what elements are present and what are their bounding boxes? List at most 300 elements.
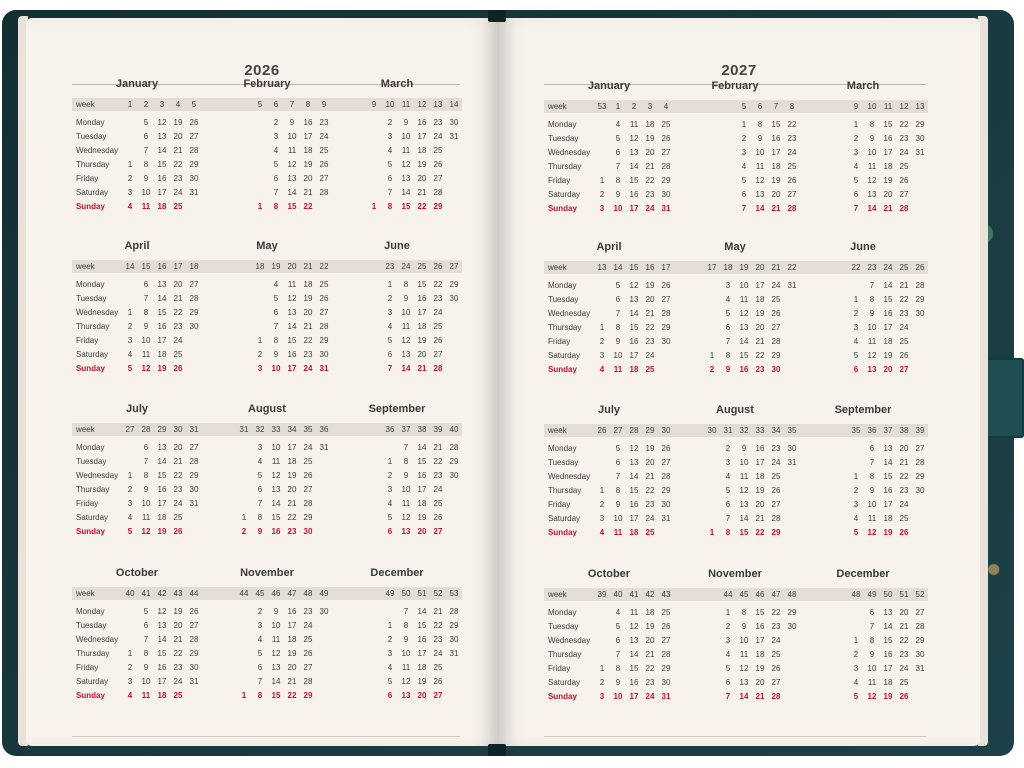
week-number: 26	[915, 263, 925, 272]
sunday-date: 5	[127, 364, 133, 373]
date-cell: 27	[661, 148, 671, 157]
date-cell: 15	[755, 608, 765, 617]
week-number: 6	[757, 102, 763, 111]
date-cell: 6	[387, 174, 393, 183]
date-cell: 26	[189, 118, 199, 127]
date-cell: 19	[645, 134, 655, 143]
sunday-date: 14	[739, 692, 749, 701]
date-cell: 17	[629, 514, 639, 523]
sunday-date: 9	[725, 365, 731, 374]
sunday-date: 4	[127, 691, 133, 700]
date-cell: 24	[899, 323, 909, 332]
date-cell: 15	[157, 308, 167, 317]
sunday-date: 18	[629, 365, 639, 374]
date-cell: 20	[755, 500, 765, 509]
date-cell: 14	[157, 635, 167, 644]
day-name-label: Wednesday	[76, 308, 119, 317]
date-cell: 20	[173, 280, 183, 289]
date-cell: 28	[771, 514, 781, 523]
date-cell: 21	[899, 622, 909, 631]
date-cell: 21	[433, 607, 443, 616]
month-name: July	[125, 403, 148, 415]
sunday-date: 2	[709, 365, 715, 374]
date-cell: 12	[157, 607, 167, 616]
date-cell: 26	[319, 160, 329, 169]
date-cell: 13	[157, 132, 167, 141]
date-cell: 27	[899, 190, 909, 199]
sunday-date: 17	[629, 204, 639, 213]
date-cell: 13	[157, 280, 167, 289]
week-number: 22	[319, 262, 329, 271]
date-cell: 30	[449, 118, 459, 127]
sunday-date: 13	[401, 527, 411, 536]
sunday-date: 4	[599, 528, 605, 537]
date-cell: 20	[899, 608, 909, 617]
day-name-label: Thursday	[548, 323, 582, 332]
date-cell: 11	[401, 146, 411, 155]
week-number: 4	[663, 102, 669, 111]
sunday-date: 14	[401, 364, 411, 373]
sunday-date: 16	[271, 527, 281, 536]
date-cell: 12	[739, 309, 749, 318]
date-cell: 24	[303, 621, 313, 630]
day-name-label: Friday	[76, 499, 99, 508]
week-number: 35	[787, 426, 797, 435]
date-cell: 1	[241, 513, 247, 522]
date-cell: 28	[303, 499, 313, 508]
week-number: 53	[449, 589, 459, 598]
date-cell: 14	[271, 677, 281, 686]
week-number: 26	[433, 262, 443, 271]
date-cell: 22	[303, 336, 313, 345]
week-number: 49	[867, 590, 877, 599]
date-cell: 8	[143, 471, 149, 480]
sunday-date: 23	[755, 365, 765, 374]
week-number: 52	[915, 590, 925, 599]
date-cell: 2	[725, 444, 731, 453]
date-cell: 27	[787, 190, 797, 199]
date-cell: 7	[725, 337, 731, 346]
date-cell: 10	[613, 514, 623, 523]
date-cell: 29	[189, 649, 199, 658]
day-name-label: Sunday	[76, 527, 105, 536]
sunday-date: 19	[883, 528, 893, 537]
date-cell: 27	[771, 500, 781, 509]
date-cell: 24	[433, 649, 443, 658]
date-cell: 18	[417, 499, 427, 508]
month-name: January	[115, 78, 159, 90]
sunday-date: 11	[613, 528, 623, 537]
date-cell: 30	[189, 485, 199, 494]
date-cell: 13	[629, 458, 639, 467]
date-cell: 3	[127, 188, 133, 197]
month-block	[670, 568, 800, 708]
day-name-label: Monday	[548, 608, 577, 617]
sunday-date: 15	[287, 202, 297, 211]
date-cell: 30	[661, 678, 671, 687]
date-cell: 3	[853, 323, 859, 332]
month-name: May	[724, 241, 746, 253]
week-number: 8	[305, 100, 311, 109]
date-cell: 28	[449, 443, 459, 452]
week-number: 49	[385, 589, 395, 598]
date-cell: 28	[661, 162, 671, 171]
date-cell: 17	[417, 649, 427, 658]
date-cell: 18	[157, 513, 167, 522]
date-cell: 5	[387, 336, 393, 345]
month-name: September	[834, 404, 892, 416]
date-cell: 17	[417, 308, 427, 317]
week-number: 33	[755, 426, 765, 435]
date-cell: 21	[645, 650, 655, 659]
date-cell: 28	[915, 458, 925, 467]
week-label: week	[548, 426, 567, 435]
date-cell: 2	[853, 650, 859, 659]
date-cell: 1	[599, 664, 605, 673]
date-cell: 3	[725, 636, 731, 645]
day-name-label: Friday	[548, 500, 571, 509]
date-cell: 23	[433, 635, 443, 644]
week-number-row	[202, 260, 332, 273]
date-cell: 4	[853, 514, 859, 523]
sunday-date: 28	[899, 204, 909, 213]
day-name-label: Wednesday	[548, 309, 591, 318]
date-cell: 22	[645, 176, 655, 185]
week-number: 21	[303, 262, 313, 271]
date-cell: 2	[387, 635, 393, 644]
week-number: 3	[159, 100, 165, 109]
date-cell: 5	[273, 294, 279, 303]
week-number: 43	[173, 589, 183, 598]
date-cell: 11	[287, 146, 297, 155]
date-cell: 18	[417, 663, 427, 672]
date-cell: 31	[189, 677, 199, 686]
date-cell: 25	[899, 337, 909, 346]
date-cell: 12	[629, 281, 639, 290]
date-cell: 28	[449, 607, 459, 616]
date-cell: 19	[173, 118, 183, 127]
month-block	[798, 80, 928, 220]
date-cell: 4	[725, 295, 731, 304]
date-cell: 26	[771, 309, 781, 318]
date-cell: 1	[127, 649, 133, 658]
date-cell: 25	[661, 120, 671, 129]
week-number: 32	[739, 426, 749, 435]
sunday-date: 17	[629, 692, 639, 701]
week-number: 18	[255, 262, 265, 271]
date-cell: 9	[143, 322, 149, 331]
date-cell: 3	[387, 132, 393, 141]
month-name: April	[124, 240, 150, 252]
date-cell: 21	[287, 499, 297, 508]
date-cell: 17	[303, 132, 313, 141]
date-cell: 7	[615, 650, 621, 659]
date-cell: 24	[771, 281, 781, 290]
sunday-date: 5	[853, 528, 859, 537]
date-cell: 13	[271, 663, 281, 672]
date-cell: 17	[755, 636, 765, 645]
date-cell: 5	[853, 176, 859, 185]
sunday-date: 24	[645, 204, 655, 213]
week-number: 44	[723, 590, 733, 599]
date-cell: 18	[287, 635, 297, 644]
date-cell: 9	[615, 500, 621, 509]
date-cell: 17	[157, 188, 167, 197]
date-cell: 4	[725, 650, 731, 659]
week-number-row	[670, 588, 800, 601]
date-cell: 12	[629, 134, 639, 143]
day-name-label: Tuesday	[76, 132, 107, 141]
week-number: 2	[631, 102, 637, 111]
month-name: December	[370, 567, 424, 579]
week-number: 36	[385, 425, 395, 434]
day-name-label: Wednesday	[76, 635, 119, 644]
date-cell: 3	[725, 281, 731, 290]
date-cell: 14	[401, 188, 411, 197]
date-cell: 23	[173, 663, 183, 672]
date-cell: 25	[433, 663, 443, 672]
sunday-date: 28	[787, 204, 797, 213]
date-cell: 10	[401, 132, 411, 141]
date-cell: 19	[755, 309, 765, 318]
date-cell: 1	[725, 608, 731, 617]
date-cell: 21	[173, 294, 183, 303]
date-cell: 31	[787, 281, 797, 290]
week-number: 1	[127, 100, 133, 109]
date-cell: 7	[387, 188, 393, 197]
day-name-label: Thursday	[548, 650, 582, 659]
month-block	[670, 80, 800, 220]
week-number: 12	[417, 100, 427, 109]
week-number: 19	[271, 262, 281, 271]
week-label: week	[76, 262, 95, 271]
week-number: 40	[613, 590, 623, 599]
date-cell: 13	[271, 485, 281, 494]
date-cell: 4	[273, 146, 279, 155]
date-cell: 30	[449, 471, 459, 480]
month-name: June	[850, 241, 876, 253]
week-number-row	[798, 424, 928, 437]
date-cell: 1	[599, 486, 605, 495]
date-cell: 2	[127, 174, 133, 183]
date-cell: 11	[629, 120, 639, 129]
month-name: March	[380, 78, 414, 90]
date-cell: 23	[319, 118, 329, 127]
date-cell: 9	[143, 485, 149, 494]
date-cell: 18	[755, 295, 765, 304]
sunday-date: 1	[371, 202, 377, 211]
date-cell: 12	[739, 486, 749, 495]
date-cell: 24	[433, 132, 443, 141]
month-block	[72, 240, 202, 380]
sunday-date: 21	[883, 204, 893, 213]
week-number: 31	[239, 425, 249, 434]
date-cell: 26	[433, 513, 443, 522]
date-cell: 10	[271, 621, 281, 630]
month-block	[544, 80, 674, 220]
week-number: 37	[401, 425, 411, 434]
date-cell: 22	[787, 120, 797, 129]
date-cell: 2	[257, 607, 263, 616]
date-cell: 19	[883, 176, 893, 185]
date-cell: 22	[433, 621, 443, 630]
date-cell: 23	[787, 134, 797, 143]
date-cell: 25	[771, 650, 781, 659]
sunday-date: 20	[883, 365, 893, 374]
date-cell: 27	[303, 485, 313, 494]
date-cell: 25	[319, 280, 329, 289]
date-cell: 17	[883, 323, 893, 332]
day-name-label: Monday	[76, 443, 105, 452]
date-cell: 23	[433, 294, 443, 303]
week-number: 10	[385, 100, 395, 109]
week-number: 27	[449, 262, 459, 271]
date-cell: 16	[157, 663, 167, 672]
date-cell: 9	[741, 444, 747, 453]
date-cell: 9	[403, 471, 409, 480]
date-cell: 11	[739, 650, 749, 659]
week-number-row	[72, 423, 202, 436]
week-number: 51	[899, 590, 909, 599]
date-cell: 22	[899, 295, 909, 304]
date-cell: 5	[387, 160, 393, 169]
month-block	[332, 78, 462, 218]
date-cell: 16	[755, 444, 765, 453]
week-number: 48	[787, 590, 797, 599]
date-cell: 15	[739, 351, 749, 360]
month-block	[332, 240, 462, 380]
date-cell: 8	[869, 120, 875, 129]
week-number-row	[72, 260, 202, 273]
week-label: week	[76, 100, 95, 109]
date-cell: 16	[157, 174, 167, 183]
week-number: 11	[883, 102, 893, 111]
sunday-date: 25	[173, 691, 183, 700]
day-name-label: Thursday	[76, 160, 110, 169]
date-cell: 17	[157, 499, 167, 508]
date-cell: 18	[645, 608, 655, 617]
week-number: 24	[401, 262, 411, 271]
date-cell: 7	[725, 514, 731, 523]
date-cell: 4	[615, 608, 621, 617]
date-cell: 13	[157, 621, 167, 630]
sunday-date: 26	[173, 364, 183, 373]
date-cell: 12	[271, 471, 281, 480]
date-cell: 16	[157, 485, 167, 494]
date-cell: 19	[417, 513, 427, 522]
date-cell: 26	[771, 486, 781, 495]
week-label: week	[76, 589, 95, 598]
date-cell: 10	[141, 677, 151, 686]
date-cell: 19	[417, 160, 427, 169]
date-cell: 9	[869, 134, 875, 143]
date-cell: 27	[661, 636, 671, 645]
date-cell: 5	[615, 444, 621, 453]
week-number: 9	[321, 100, 327, 109]
date-cell: 31	[787, 458, 797, 467]
week-number: 5	[257, 100, 263, 109]
date-cell: 18	[157, 350, 167, 359]
date-cell: 29	[915, 636, 925, 645]
sunday-date: 12	[141, 527, 151, 536]
date-cell: 10	[755, 148, 765, 157]
sunday-date: 28	[771, 692, 781, 701]
date-cell: 7	[143, 457, 149, 466]
date-cell: 30	[915, 309, 925, 318]
date-cell: 4	[853, 162, 859, 171]
date-cell: 28	[303, 677, 313, 686]
month-block	[72, 403, 202, 543]
date-cell: 6	[143, 621, 149, 630]
date-cell: 14	[287, 188, 297, 197]
date-cell: 22	[433, 280, 443, 289]
date-cell: 22	[173, 471, 183, 480]
date-cell: 12	[739, 664, 749, 673]
date-cell: 29	[449, 280, 459, 289]
day-name-label: Thursday	[76, 649, 110, 658]
date-cell: 18	[417, 146, 427, 155]
week-number: 14	[613, 263, 623, 272]
date-cell: 17	[157, 677, 167, 686]
date-cell: 14	[417, 607, 427, 616]
date-cell: 1	[127, 308, 133, 317]
sunday-date: 14	[755, 204, 765, 213]
date-cell: 10	[867, 664, 877, 673]
sunday-date: 8	[257, 691, 263, 700]
date-cell: 6	[869, 444, 875, 453]
date-cell: 4	[387, 146, 393, 155]
date-cell: 26	[303, 471, 313, 480]
sunday-date: 13	[867, 365, 877, 374]
month-block	[72, 78, 202, 218]
date-cell: 25	[303, 457, 313, 466]
day-name-label: Thursday	[548, 486, 582, 495]
date-cell: 30	[189, 322, 199, 331]
date-cell: 21	[755, 337, 765, 346]
date-cell: 10	[141, 336, 151, 345]
date-cell: 8	[257, 513, 263, 522]
date-cell: 16	[883, 486, 893, 495]
date-cell: 26	[771, 664, 781, 673]
date-cell: 24	[787, 148, 797, 157]
date-cell: 27	[319, 308, 329, 317]
date-cell: 16	[287, 350, 297, 359]
sunday-date: 10	[271, 364, 281, 373]
date-cell: 29	[915, 120, 925, 129]
week-number-row	[798, 588, 928, 601]
day-name-label: Monday	[548, 281, 577, 290]
week-number: 27	[613, 426, 623, 435]
date-cell: 3	[599, 351, 605, 360]
month-name: June	[384, 240, 410, 252]
date-cell: 28	[189, 457, 199, 466]
date-cell: 5	[387, 677, 393, 686]
date-cell: 5	[257, 471, 263, 480]
date-cell: 8	[757, 120, 763, 129]
date-cell: 4	[853, 678, 859, 687]
date-cell: 3	[741, 148, 747, 157]
date-cell: 20	[303, 308, 313, 317]
day-name-label: Friday	[548, 337, 571, 346]
date-cell: 28	[189, 294, 199, 303]
date-cell: 25	[771, 295, 781, 304]
week-label: week	[76, 425, 95, 434]
date-cell: 14	[739, 514, 749, 523]
week-number: 1	[615, 102, 621, 111]
date-cell: 6	[387, 350, 393, 359]
date-cell: 19	[755, 486, 765, 495]
date-cell: 16	[417, 294, 427, 303]
